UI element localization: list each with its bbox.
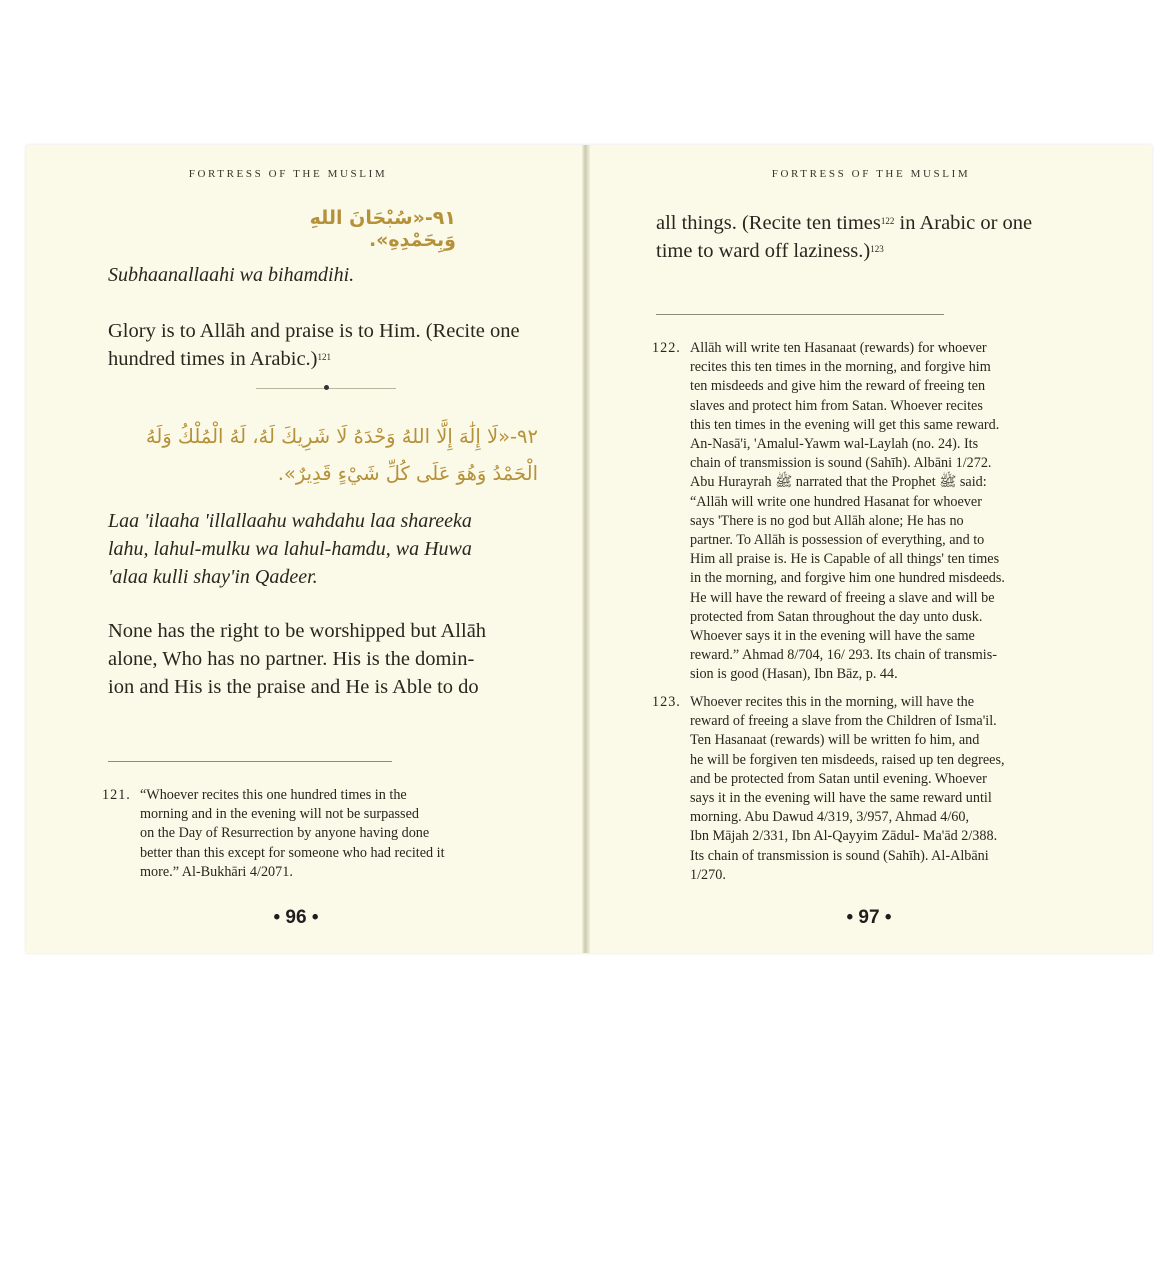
footnote-122-text <box>690 339 1132 685</box>
footnote-line: Ten Hasanaat (rewards) will be written fo him, and <box>690 732 980 749</box>
footnote-line: says 'There is no god but Allāh alone; He has no <box>690 512 964 529</box>
supplication-92-transliteration-line-3: 'alaa kulli shay'in Qadeer. <box>108 566 318 588</box>
section-divider <box>256 383 396 393</box>
footnote-123-text <box>690 693 1132 885</box>
page-number-96: • 96 • <box>273 907 319 928</box>
continuation-text-b: in Arabic or one <box>894 212 1033 234</box>
footnote-line: He will have the reward of freeing a slave and will be <box>690 589 995 606</box>
running-header-left: FORTRESS OF THE MUSLIM <box>188 168 388 180</box>
footnote-122-number: 122. <box>652 340 681 356</box>
footnote-line: Him all praise is. He is Capable of all things' ten times <box>690 551 1000 568</box>
footnote-line: reward of freeing a slave from the Children of Isma'il. <box>690 713 997 730</box>
supplication-92-transliteration-line-1: Laa 'ilaaha 'illallaahu wahdahu laa shareeka <box>108 510 472 532</box>
footnote-line: partner. To Allāh is possession of everything, and to <box>690 532 985 549</box>
footnote-121-text <box>140 786 542 882</box>
footnote-line: and be protected from Satan until evening. Whoever <box>690 770 987 787</box>
continuation-text-c: time to ward off laziness.) <box>656 240 871 262</box>
footnote-123-number: 123. <box>652 694 681 710</box>
footnote-line: in the morning, and forgive him one hundred misdeeds. <box>690 570 1005 587</box>
footnote-line: chain of transmission is sound (Sahīh). Albāni 1/272. <box>690 455 992 472</box>
footnote-line: “Allāh will write one hundred Hasanat for whoever <box>690 493 982 510</box>
footnote-line: Whoever says it in the evening will have the same <box>690 628 975 645</box>
footnote-line: better than this except for someone who had recited it <box>140 844 445 861</box>
footnote-line: Allāh will write ten Hasanaat (rewards) for whoever <box>690 340 987 356</box>
supplication-92-translation-line-2: alone, Who has no partner. His is the domin- <box>108 648 475 670</box>
footnote-122 <box>652 339 1132 685</box>
footnote-121 <box>102 786 542 882</box>
footnote-line: morning. Abu Dawud 4/319, 3/957, Ahmad 4/60, <box>690 809 970 826</box>
footnote-line: he will be forgiven ten misdeeds, raised up ten degrees, <box>690 751 1005 768</box>
supplication-92-translation-line-1: None has the right to be worshipped but Allāh <box>108 620 487 642</box>
footnote-ref-121: 121 <box>317 352 332 362</box>
footnote-rule <box>108 761 392 762</box>
supplication-92-arabic-line-1: ٩٢-«لَا إِلَٰهَ إِلَّا اللهُ وَحْدَهُ لَا شَرِيكَ لَهُ، لَهُ الْمُلْكُ وَلَهُ <box>145 425 538 448</box>
footnote-line: this ten times in the evening will get this same reward. <box>690 416 1000 433</box>
supplication-91-arabic: ٩١-«سُبْحَانَ اللهِ وَبِحَمْدِهِ». <box>309 207 456 251</box>
supplication-92-transliteration-line-2: lahu, lahul-mulku wa lahul-hamdu, wa Huwa <box>108 538 472 560</box>
footnote-line: morning and in the evening will not be surpassed <box>140 806 419 823</box>
continuation-line-1 <box>656 209 1116 237</box>
footnote-line: slaves and protect him from Satan. Whoever recites <box>690 397 983 414</box>
footnote-line: recites this ten times in the morning, and forgive him <box>690 359 991 376</box>
supplication-91-transliteration: Subhaanallaahi wa bihamdihi. <box>108 264 355 286</box>
footnote-line: Abu Hurayrah ﷺ narrated that the Prophet ﷺ said: <box>690 474 987 491</box>
footnote-ref-123: 123 <box>870 244 884 254</box>
footnote-rule <box>656 314 944 315</box>
supplication-91-translation <box>108 317 548 373</box>
continuation-text-a: all things. (Recite ten times <box>656 212 881 234</box>
right-page <box>590 145 1152 953</box>
footnote-line: “Whoever recites this one hundred times in the <box>140 787 407 803</box>
footnote-121-number: 121. <box>102 787 131 803</box>
footnote-line: more.” Al-Bukhāri 4/2071. <box>140 863 293 880</box>
footnote-line: Its chain of transmission is sound (Sahīh). Al-Albāni <box>690 847 989 864</box>
supplication-92-translation-line-3: ion and His is the praise and He is Able to do <box>108 676 479 698</box>
footnote-line: sion is good (Hasan), Ibn Bāz, p. 44. <box>690 666 898 683</box>
footnote-line: 1/270. <box>690 866 726 883</box>
footnote-line: ten misdeeds and give him the reward of freeing ten <box>690 378 986 395</box>
footnote-123 <box>652 693 1132 885</box>
footnote-line: on the Day of Resurrection by anyone having done <box>140 825 430 842</box>
page-number-97: • 97 • <box>846 907 892 928</box>
footnote-line: Ibn Mājah 2/331, Ibn Al-Qayyim Zādul- Ma'ād 2/388. <box>690 828 998 845</box>
footnote-line: An-Nasā'i, 'Amalul-Yawm wal-Laylah (no. 24). Its <box>690 436 979 453</box>
book-spread <box>26 145 1152 953</box>
running-header-right: FORTRESS OF THE MUSLIM <box>771 168 971 180</box>
footnote-ref-122: 122 <box>880 216 895 226</box>
footnote-line: protected from Satan throughout the day unto dusk. <box>690 608 983 625</box>
footnote-line: reward.” Ahmad 8/704, 16/ 293. Its chain of transmis- <box>690 647 997 664</box>
supplication-92-arabic-line-2: الْحَمْدُ وَهُوَ عَلَى كُلِّ شَيْءٍ قَدِيرٌ». <box>277 462 538 485</box>
book-gutter <box>582 145 590 953</box>
footnote-line: Whoever recites this in the morning, will have the <box>690 694 975 710</box>
left-page <box>26 145 582 953</box>
supplication-91-translation-text: Glory is to Allāh and praise is to Him. (Recite one hundred times in Arabic.) <box>108 320 520 370</box>
footnote-line: says it in the evening will have the same reward until <box>690 790 992 807</box>
continuation-line-2 <box>656 237 1116 265</box>
